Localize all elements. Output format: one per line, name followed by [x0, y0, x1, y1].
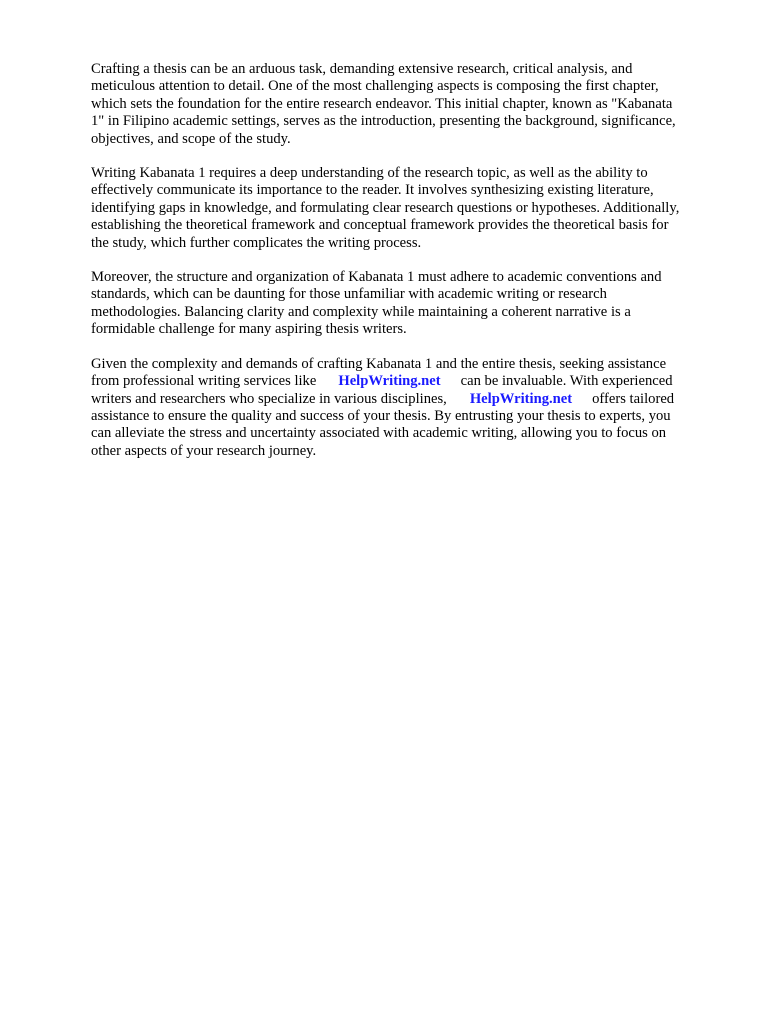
text-line: 1" in Filipino academic settings, serves as the introduction, presenting the background, significance, — [91, 113, 676, 130]
text-line: assistance to ensure the quality and success of your thesis. By entrusting your thesis to experts, you — [91, 407, 671, 424]
helpwriting-link[interactable]: HelpWriting.net — [469, 390, 573, 407]
text-line: Crafting a thesis can be an arduous task, demanding extensive research, critical analysis, and — [91, 61, 633, 77]
text-line-with-link — [91, 391, 721, 408]
text-line: establishing the theoretical framework and conceptual framework provides the theoretical basis for — [91, 217, 669, 234]
text-segment: can be invaluable. With experienced — [460, 373, 673, 390]
text-line: can alleviate the stress and uncertainty associated with academic writing, allowing you to focus on — [91, 425, 667, 442]
text-segment: offers tailored — [592, 390, 675, 407]
text-line-with-link — [91, 373, 721, 390]
text-line: objectives, and scope of the study. — [91, 130, 291, 147]
text-line: standards, which can be daunting for those unfamiliar with academic writing or research — [91, 286, 607, 303]
paragraph-structure — [91, 269, 721, 339]
document-page — [91, 61, 721, 477]
text-segment: from professional writing services like — [91, 373, 317, 390]
paragraph-intro — [91, 61, 721, 148]
text-line: the study, which further complicates the writing process. — [91, 234, 422, 251]
text-line: effectively communicate its importance to the reader. It involves synthesizing existing literature, — [91, 182, 654, 199]
text-line: which sets the foundation for the entire research endeavor. This initial chapter, known as "Kabanata — [91, 95, 673, 112]
text-line: formidable challenge for many aspiring thesis writers. — [91, 321, 407, 338]
text-line: other aspects of your research journey. — [91, 442, 317, 459]
text-line: Moreover, the structure and organization of Kabanata 1 must adhere to academic conventions and — [91, 269, 662, 286]
helpwriting-link[interactable]: HelpWriting.net — [338, 373, 441, 390]
text-segment: writers and researchers who specialize in various disciplines, — [91, 390, 447, 407]
text-line: methodologies. Balancing clarity and complexity while maintaining a coherent narrative is a — [91, 303, 631, 320]
paragraph-assistance — [91, 356, 721, 460]
paragraph-writing-kabanata — [91, 165, 721, 252]
text-line: Writing Kabanata 1 requires a deep understanding of the research topic, as well as the ability to — [91, 165, 648, 182]
text-line: meticulous attention to detail. One of the most challenging aspects is composing the first chapter, — [91, 78, 659, 95]
text-line: Given the complexity and demands of crafting Kabanata 1 and the entire thesis, seeking assistance — [91, 355, 667, 372]
text-line: identifying gaps in knowledge, and formulating clear research questions or hypotheses. Additionally, — [91, 199, 680, 216]
